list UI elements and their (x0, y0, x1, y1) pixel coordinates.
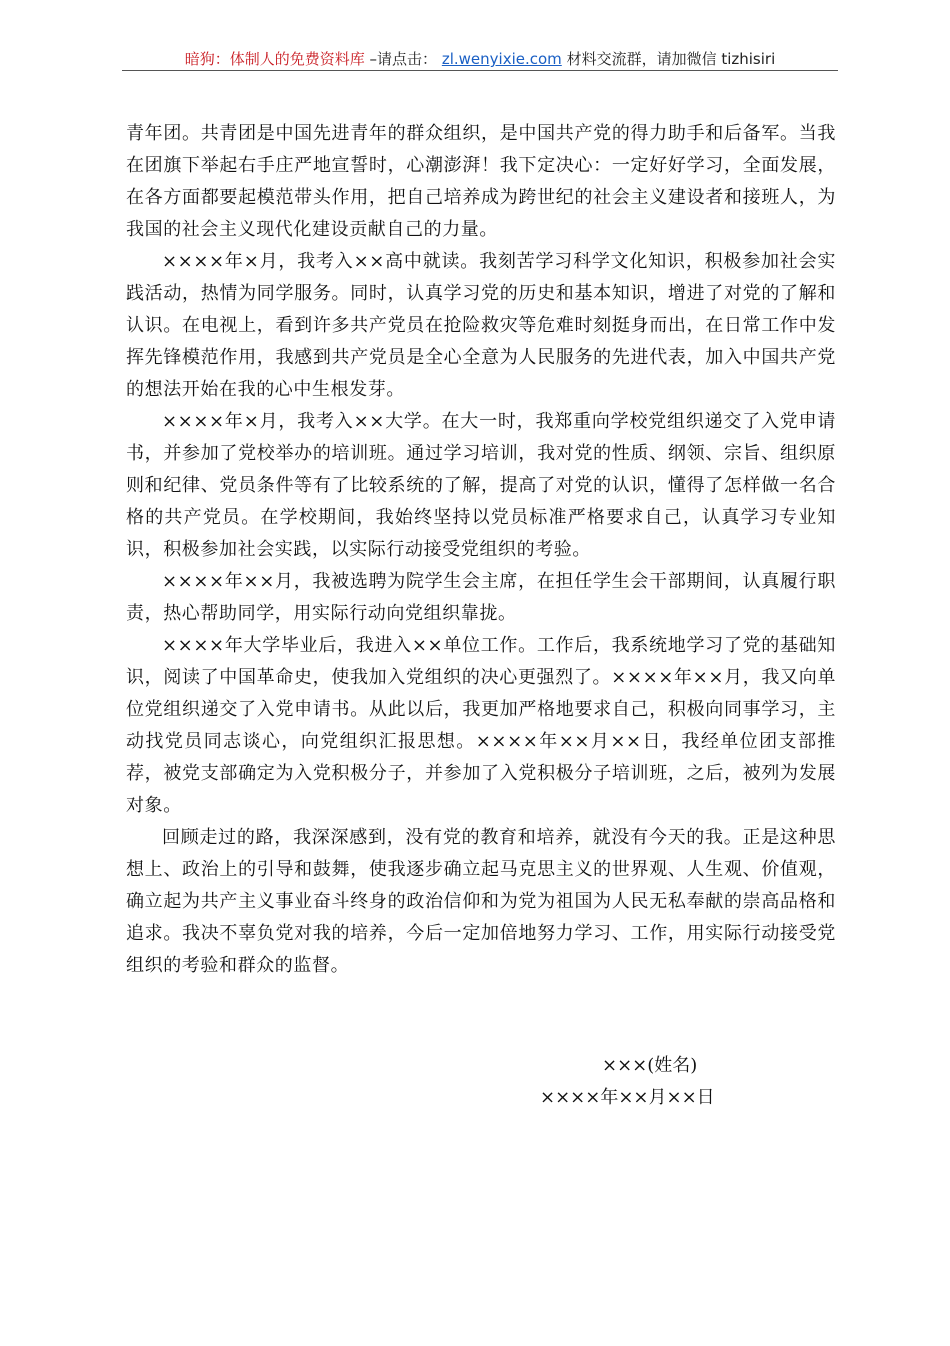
signature-block (540, 1050, 840, 1114)
paragraph-2: ××××年×月，我考入××高中就读。我刻苦学习科学文化知识，积极参加社会实践活动，热情为同学服务。同时，认真学习党的历史和基本知识，增进了对党的了解和认识。在电视上，看到许多共产党员在抢险救灾等危难时刻挺身而出，在日常工作中发挥先锋模范作用，我感到共产党员是全心全意为人民服务的先进代表，加入中国共产党的想法开始在我的心中生根发芽。 (126, 251, 836, 400)
paragraph-4: ××××年××月，我被选聘为院学生会主席，在担任学生会干部期间，认真履行职责，热心帮助同学，用实际行动向党组织靠拢。 (126, 571, 836, 624)
site-label: 暗狗：体制人的免费资料库 (184, 50, 365, 68)
paragraph-6: 回顾走过的路，我深深感到，没有党的教育和培养，就没有今天的我。正是这种思想上、政治上的引导和鼓舞，使我逐步确立起马克思主义的世界观、人生观、价值观，确立起为共产主义事业奋斗终身的政治信仰和为党为祖国为人民无私奉献的崇高品格和追求。我决不辜负党对我的培养，今后一定加倍地努力学习、工作，用实际行动接受党组织的考验和群众的监督。 (126, 827, 836, 976)
page-header (122, 48, 838, 70)
signature-date: ××××年××月××日 (540, 1087, 715, 1108)
paragraph-3: ××××年×月，我考入××大学。在大一时，我郑重向学校党组织递交了入党申请书，并参加了党校举办的培训班。通过学习培训，我对党的性质、纲领、宗旨、组织原则和纪律、党员条件等有了比较系统的了解，提高了对党的认识，懂得了怎样做一名合格的共产党员。在学校期间，我始终坚持以党员标准严格要求自己，认真学习专业知识，积极参加社会实践，以实际行动接受党组织的考验。 (126, 411, 836, 560)
click-prompt: –请点击： (369, 50, 438, 68)
wechat-note: 材料交流群，请加微信 tizhisiri (566, 50, 776, 68)
paragraph-1: 青年团。共青团是中国先进青年的群众组织，是中国共产党的得力助手和后备军。当我在团旗下举起右手庄严地宣誓时，心潮澎湃！我下定决心：一定好好学习，全面发展，在各方面都要起模范带头作用，把自己培养成为跨世纪的社会主义建设者和接班人，为我国的社会主义现代化建设贡献自己的力量。 (126, 123, 836, 240)
site-link[interactable]: zl.wenyixie.com (441, 50, 562, 68)
document-body (126, 118, 836, 982)
paragraph-5: ××××年大学毕业后，我进入××单位工作。工作后，我系统地学习了党的基础知识，阅读了中国革命史，使我加入党组织的决心更强烈了。××××年××月，我又向单位党组织递交了入党申请书。从此以后，我更加严格地要求自己，积极向同事学习，主动找党员同志谈心，向党组织汇报思想。××××年××月××日，我经单位团支部推荐，被党支部确定为入党积极分子，并参加了入党积极分子培训班，之后，被列为发展对象。 (126, 635, 836, 816)
header-divider (122, 70, 838, 71)
signature-name: ×××(姓名) (602, 1055, 698, 1076)
